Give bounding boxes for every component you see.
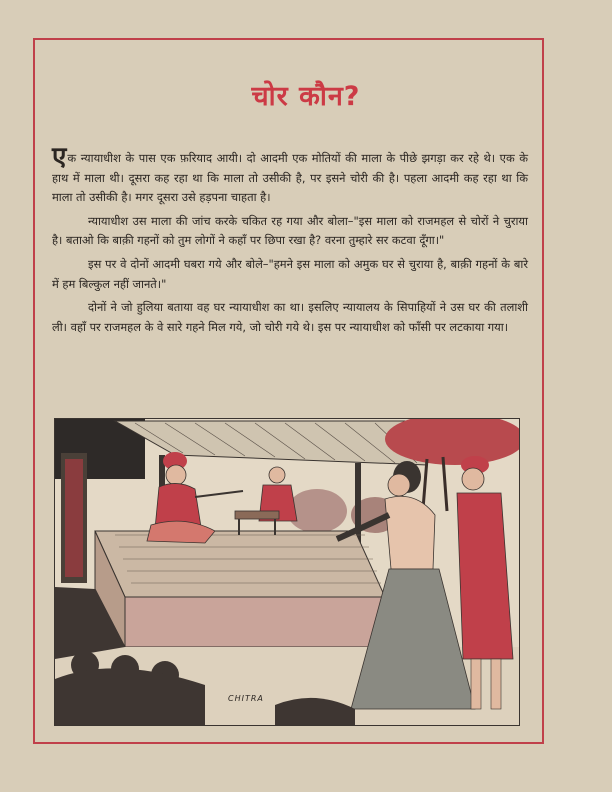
- low-desk: [235, 511, 279, 519]
- story-paragraph-4: दोनों ने जो हुलिया बताया वह घर न्यायाधीश का था। इसलिए न्यायालय के सिपाहियों ने उस घर की तलाशी ली। वहाँ पर राजमहल के वे सारे गहने मिल गये, जो चोरी गये थे। इस पर न्यायाधीश को फाँसी पर लटकाया गया।: [52, 300, 528, 334]
- story-paragraph-3: इस पर वे दोनों आदमी घबरा गये और बोले–"हमने इस माला को अमुक घर से चुराया है, बाक़ी गहनों के बारे में हम बिल्कुल नहीं जानते।": [52, 256, 528, 291]
- bush-left: [287, 489, 347, 533]
- story-illustration: [54, 418, 520, 726]
- platform-top: [95, 531, 385, 597]
- man1-head: [388, 474, 410, 496]
- story-title: चोर कौन?: [251, 81, 361, 112]
- drop-cap: ए: [52, 142, 67, 172]
- story-text: [52, 142, 528, 341]
- story-paragraph-2: न्यायाधीश उस माला की जांच करके चकित रह गया और बोला–"इस माला को राजमहल से चोरों ने चुराया है। बताओ कि बाक़ी गहनों को तुम लोगों ने कहाँ पर छिपा रखा है? वरना तुम्हारे सर कटवा दूँगा।": [52, 213, 528, 248]
- illustration-drawing: [55, 419, 519, 725]
- man2-head: [462, 468, 484, 490]
- clerk-head: [269, 467, 285, 483]
- artist-signature: CHITRA: [228, 694, 264, 703]
- story-paragraph-1: [52, 142, 528, 208]
- door-panel: [65, 459, 83, 577]
- judge-head: [166, 465, 186, 485]
- man1-torso: [385, 496, 435, 569]
- platform-front: [125, 597, 385, 647]
- story-paragraph-1-text: क न्यायाधीश के पास एक फ़रियाद आयी। दो आदमी एक मोतियों की माला के पीछे झगड़ा कर रहे थे। एक के हाथ में माला थी। दूसरा कह रहा था कि माला तो उसीकी है, पर इसने चोरी की है। पहला आदमी कह रहा था कि माला तो उसीकी है। मगर दूसरा उसे हड़पना चाहता है।: [52, 151, 528, 205]
